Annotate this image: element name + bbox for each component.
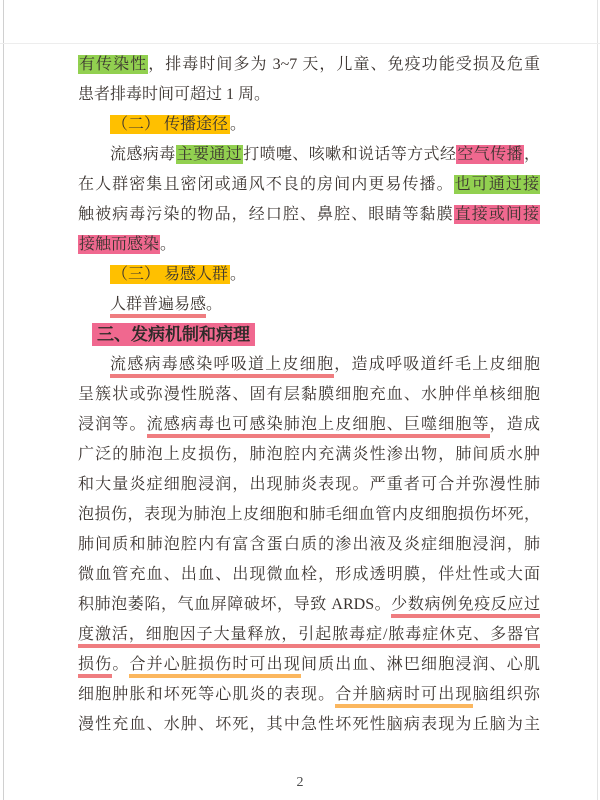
- text-line: [78, 530, 540, 560]
- underline-pink-segment: 损伤: [78, 656, 112, 678]
- text-segment: 触被病毒污染的物品，经口腔、鼻腔、眼睛等黏膜: [78, 206, 454, 223]
- text-segment: 间质出血、淋巴细胞浸润、心肌: [300, 656, 540, 673]
- highlight-pink-segment: 直接或间接: [454, 206, 539, 223]
- page-right-edge-line: [597, 0, 598, 800]
- text-segment: 和大量炎症细胞浸润，出现肺炎表现。严重者可合并弥漫性肺: [78, 476, 540, 493]
- page-left-edge-line: [3, 0, 4, 800]
- text-segment: ，造成: [489, 416, 540, 433]
- text-line: [78, 260, 540, 290]
- text-line: [78, 140, 540, 170]
- scan-artifact-line: [0, 43, 600, 44]
- underline-pink-segment: 流感病毒也可感染肺泡上皮细胞、巨噬细胞等: [147, 416, 490, 438]
- page-number: 2: [296, 775, 304, 790]
- underline-orange-segment: 合并脑病时可出现: [335, 686, 472, 708]
- text-segment: ，排毒时间多为 3~7 天，儿童、免疫功能受损及危重: [148, 56, 540, 73]
- text-segment: 广泛的肺泡上皮损伤，肺泡腔内充满炎性渗出物，肺间质水肿: [78, 446, 540, 463]
- underline-pink-segment: 人群普遍易感: [110, 296, 206, 318]
- text-segment: 在人群密集且密闭或通风不良的房间内更易传播。: [78, 176, 454, 193]
- text-line: [78, 410, 540, 440]
- highlight-orange-segment: （三） 易感人群: [112, 266, 229, 283]
- text-line: [78, 590, 540, 620]
- text-segment: 呈簇状或弥漫性脱落、固有层黏膜细胞充血、水肿伴单核细胞: [78, 386, 540, 403]
- text-line: [78, 170, 540, 200]
- text-segment: 打喷嚏、咳嗽和说话等方式经: [243, 146, 457, 163]
- text-line: [78, 230, 540, 260]
- underline-pink-segment: 少数病例免疫反应过: [391, 596, 540, 618]
- text-line: [78, 350, 540, 380]
- text-segment: 微血管充血、出血、出现微血栓，形成透明膜，伴灶性或大面: [78, 566, 540, 583]
- highlight-green-segment: 也可通过接: [454, 176, 539, 193]
- text-segment: ，造成呼吸道纤毛上皮细胞: [334, 356, 540, 373]
- text-line: [78, 380, 540, 410]
- text-line: [78, 560, 540, 590]
- text-segment: 肺间质和肺泡腔内有富含蛋白质的渗出液及炎症细胞浸润，肺: [78, 536, 540, 553]
- document-body: [78, 50, 540, 740]
- underline-orange-segment: 合并心脏损伤时可出现: [129, 656, 301, 678]
- text-line: [78, 200, 540, 230]
- text-line: [78, 110, 540, 140]
- text-line: [78, 470, 540, 500]
- text-segment: 。: [206, 296, 223, 313]
- text-line: [78, 80, 540, 110]
- highlight-orange-segment: （二） 传播途径: [112, 116, 229, 133]
- text-segment: 。: [230, 266, 247, 283]
- text-line: [78, 290, 540, 320]
- text-line: [78, 50, 540, 80]
- text-line: [78, 500, 540, 530]
- text-segment: 积肺泡萎陷，气血屏障破坏，导致 ARDS。: [78, 596, 392, 613]
- text-segment: 流感病毒: [110, 146, 176, 163]
- text-segment: 。: [230, 116, 247, 133]
- text-segment: 。: [160, 236, 177, 253]
- underline-pink-segment: 度激活，细胞因子大量释放，引起脓毒症/脓毒症休克、多器官: [78, 626, 540, 648]
- text-line: [78, 680, 540, 710]
- text-segment: 漫性充血、水肿、坏死，其中急性坏死性脑病表现为丘脑为主: [78, 716, 540, 733]
- text-segment: 细胞肿胀和坏死等心肌炎的表现。: [78, 686, 336, 703]
- text-line: [78, 650, 540, 680]
- text-line: [78, 710, 540, 740]
- section-heading-line: [78, 320, 540, 350]
- text-segment: 泡损伤，表现为肺泡上皮细胞和肺毛细血管内皮细胞损伤坏死，: [78, 506, 540, 523]
- text-line: [78, 440, 540, 470]
- highlight-green-segment: 主要通过: [176, 146, 243, 163]
- text-segment: 患者排毒时间可超过 1 周。: [78, 86, 271, 103]
- underline-pink-segment: 流感病毒感染呼吸道上皮细胞: [110, 356, 334, 378]
- text-line: [78, 620, 540, 650]
- text-segment: 脑组织弥: [472, 686, 540, 703]
- text-segment: 浸润等。: [78, 416, 147, 433]
- highlight-pink-segment: 接触而感染: [79, 236, 160, 253]
- highlight-pink-segment: 三、发病机制和病理: [92, 323, 255, 346]
- text-segment: 。: [112, 656, 130, 673]
- text-segment: ，: [523, 146, 540, 163]
- highlight-green-segment: 有传染性: [79, 56, 148, 73]
- highlight-pink-segment: 空气传播: [457, 146, 523, 163]
